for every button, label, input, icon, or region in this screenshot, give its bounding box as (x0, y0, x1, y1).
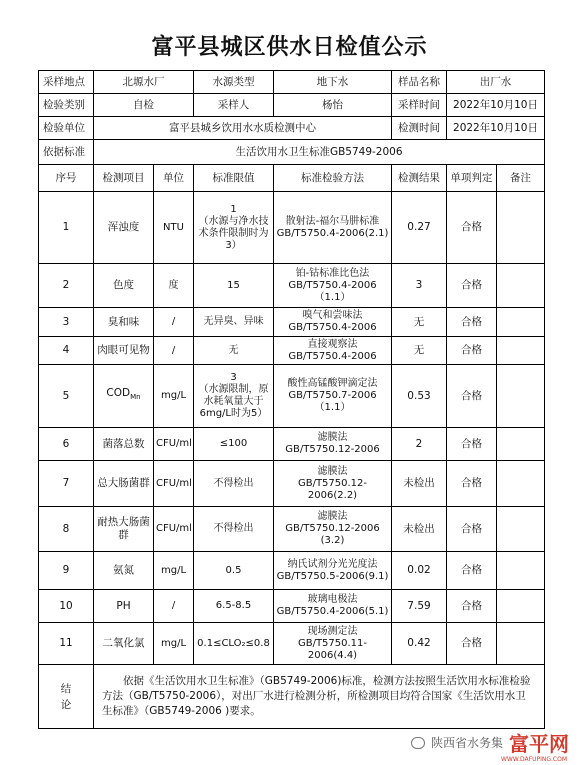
cell-verdict (447, 461, 497, 507)
cell-unit (154, 507, 194, 552)
cell-no-text: 11 (59, 637, 73, 649)
cell-unit-text: mg/L (160, 390, 187, 401)
cell-method (274, 507, 392, 552)
cell-method-text: 滤膜法 GB/T5750.12-2006 (285, 432, 380, 455)
cell-item (94, 428, 154, 461)
cell-result-text: 0.02 (407, 564, 431, 576)
cell-remark (497, 308, 545, 337)
cell-remark (497, 337, 545, 365)
cell-item-text: 臭和味 (107, 315, 140, 328)
cell-item (94, 623, 154, 665)
cell-result (392, 337, 447, 365)
cell-no-text: 6 (62, 437, 70, 450)
cell-limit-text: 无异臭、异味 (203, 316, 264, 327)
cell-result-text: 3 (415, 279, 423, 291)
cell-method-text: 酸性高锰酸钾滴定法 GB/T5750.7-2006 （1.1） (287, 378, 378, 413)
table-row (39, 365, 545, 428)
cell-limit (194, 264, 274, 308)
cell-no-text: 4 (62, 344, 70, 356)
test-unit: 富平县城乡饮用水水质检测中心 (94, 117, 392, 140)
watermark-logo: 富平网 (509, 732, 569, 756)
cell-unit (154, 192, 194, 264)
cell-item (94, 507, 154, 552)
cell-verdict-text: 合格 (461, 221, 482, 233)
cell-item (94, 308, 154, 337)
sampling-site-label: 采样地点 (39, 71, 94, 94)
cell-item-text: 菌落总数 (102, 437, 145, 450)
cell-item-subscript: Mn (130, 393, 141, 402)
cell-method (274, 308, 392, 337)
cell-item-text: 耐热大肠菌群 (97, 516, 150, 541)
cell-item (94, 461, 154, 507)
cell-remark (497, 552, 545, 590)
cell-unit (154, 365, 194, 428)
cell-limit-text: ≤100 (219, 438, 248, 449)
cell-no (39, 365, 94, 428)
table-row (39, 507, 545, 552)
cell-result-text: 0.42 (407, 637, 431, 649)
cell-method (274, 623, 392, 665)
cell-result-text: 0.27 (407, 221, 431, 233)
cell-verdict-text: 合格 (461, 279, 482, 291)
standard: 生活饮用水卫生标准GB5749-2006 (94, 140, 545, 165)
cell-item-text: 浑浊度 (107, 221, 140, 233)
wechat-icon (411, 737, 425, 749)
conclusion-row (39, 665, 545, 729)
standard-label: 依据标准 (39, 140, 94, 165)
cell-unit-text: / (171, 344, 176, 356)
test-time: 2022年10月10日 (447, 117, 545, 140)
cell-verdict (447, 428, 497, 461)
test-type-label: 检验类别 (39, 94, 94, 117)
test-type: 自检 (94, 94, 194, 117)
cell-result-text: 0.53 (407, 389, 431, 402)
cell-item (94, 192, 154, 264)
cell-method-text: 纳氏试剂分光光度法 GB/T5750.5-2006(9.1) (276, 558, 389, 582)
col-header-remark: 备注 (497, 165, 545, 192)
cell-item-text: 肉眼可见物 (97, 344, 150, 356)
cell-result (392, 590, 447, 623)
cell-unit (154, 552, 194, 590)
cell-remark (497, 264, 545, 308)
cell-no-text: 9 (62, 564, 70, 576)
cell-result-text: 未检出 (403, 522, 435, 535)
cell-verdict (447, 365, 497, 428)
source-type-label: 水源类型 (194, 71, 274, 94)
cell-limit (194, 507, 274, 552)
cell-remark (497, 192, 545, 264)
cell-unit (154, 590, 194, 623)
cell-item (94, 337, 154, 365)
cell-limit-text: 6.5-8.5 (215, 600, 252, 611)
cell-method (274, 590, 392, 623)
cell-limit-text: 0.1≤CLO₂≤0.8 (197, 637, 270, 649)
cell-method (274, 337, 392, 365)
sampling-site: 北塬水厂 (94, 71, 194, 94)
cell-item (94, 365, 154, 428)
cell-verdict-text: 合格 (461, 477, 482, 489)
table-row (39, 461, 545, 507)
watermark-logo-sub: WWW.DAFUPING.COM (501, 756, 567, 763)
cell-limit-text: 15 (227, 279, 240, 291)
table-row (39, 264, 545, 308)
col-header-result: 检测结果 (392, 165, 447, 192)
cell-item (94, 552, 154, 590)
cell-method (274, 365, 392, 428)
col-header-verdict: 单项判定 (447, 165, 497, 192)
cell-result-text: 2 (415, 437, 423, 450)
sampler: 杨怡 (274, 94, 392, 117)
cell-no-text: 3 (62, 315, 70, 328)
cell-remark (497, 428, 545, 461)
cell-method (274, 264, 392, 308)
cell-unit (154, 623, 194, 665)
cell-result (392, 308, 447, 337)
sampling-time: 2022年10月10日 (447, 94, 545, 117)
cell-unit (154, 337, 194, 365)
sample-name: 出厂水 (447, 71, 545, 94)
col-header-unit: 单位 (154, 165, 194, 192)
cell-no (39, 590, 94, 623)
cell-verdict-text: 合格 (461, 389, 482, 402)
cell-verdict-text: 合格 (461, 522, 482, 535)
cell-limit-text: 不得检出 (213, 523, 254, 534)
cell-method (274, 192, 392, 264)
cell-unit-text: mg/L (160, 637, 187, 649)
cell-remark (497, 590, 545, 623)
cell-unit (154, 308, 194, 337)
cell-method-text: 散射法-福尔马肼标准 GB/T5750.4-2006(2.1) (276, 215, 389, 239)
cell-result-text: 7.59 (407, 599, 431, 612)
cell-verdict (447, 507, 497, 552)
cell-verdict-text: 合格 (461, 315, 482, 328)
cell-limit (194, 192, 274, 264)
col-header-limit: 标准限值 (194, 165, 274, 192)
cell-limit (194, 337, 274, 365)
cell-limit-text: 0.5 (225, 564, 242, 576)
cell-verdict (447, 623, 497, 665)
cell-verdict (447, 590, 497, 623)
cell-method-text: 现场测定法 GB/T5750.11- 2006(4.4) (297, 625, 368, 661)
cell-unit-text: mg/L (160, 564, 187, 576)
cell-unit-text: NTU (163, 221, 184, 233)
cell-no (39, 337, 94, 365)
cell-result (392, 365, 447, 428)
cell-no (39, 623, 94, 665)
cell-no-text: 5 (62, 389, 70, 402)
cell-verdict-text: 合格 (461, 564, 482, 576)
table-row (39, 552, 545, 590)
source-type: 地下水 (274, 71, 392, 94)
cell-method (274, 552, 392, 590)
cell-result (392, 507, 447, 552)
cell-remark (497, 461, 545, 507)
cell-result-text: 无 (413, 315, 425, 328)
cell-remark (497, 365, 545, 428)
cell-limit (194, 623, 274, 665)
cell-result (392, 461, 447, 507)
watermark (411, 728, 569, 763)
cell-no-text: 10 (59, 599, 73, 612)
cell-verdict (447, 264, 497, 308)
table-row (39, 337, 545, 365)
cell-method (274, 461, 392, 507)
cell-result-text: 无 (413, 344, 425, 356)
cell-item-text: COD (106, 387, 131, 400)
cell-unit (154, 264, 194, 308)
cell-unit (154, 428, 194, 461)
cell-item-text: 总大肠菌群 (97, 477, 150, 489)
cell-no (39, 507, 94, 552)
sample-name-label: 样品名称 (392, 71, 447, 94)
cell-method-text: 玻璃电极法 GB/T5750.4-2006(5.1) (276, 594, 389, 617)
cell-limit-text: 3 （水源限制，原水耗氧量大于6mg/L时为5） (198, 372, 269, 419)
cell-unit-text: CFU/ml (156, 438, 192, 449)
cell-no (39, 192, 94, 264)
conclusion-text: 依据《生活饮用水卫生标准》（GB5749-2006)标准，检测方法按照生活饮用水标准检验方法（GB/T5750-2006），对出厂水进行检测分析，所检测项目均符合国家《生活饮用水卫生标准》（GB5749-2006 )要求。 (94, 665, 545, 729)
cell-result (392, 192, 447, 264)
cell-verdict (447, 552, 497, 590)
cell-limit (194, 308, 274, 337)
cell-no (39, 264, 94, 308)
cell-limit-text: 无 (228, 344, 239, 356)
cell-no (39, 308, 94, 337)
cell-no (39, 428, 94, 461)
cell-limit-text: 不得检出 (213, 477, 254, 489)
sampler-label: 采样人 (194, 94, 274, 117)
cell-limit (194, 552, 274, 590)
cell-method-text: 滤膜法 GB/T5750.12-2006 (3.2) (285, 511, 380, 546)
cell-remark (497, 507, 545, 552)
cell-verdict (447, 337, 497, 365)
cell-item-text: PH (116, 599, 131, 612)
cell-remark (497, 623, 545, 665)
cell-method-text: 嗅气和尝味法 GB/T5750.4-2006 (288, 310, 377, 333)
cell-limit (194, 590, 274, 623)
col-header-method: 标准检验方法 (274, 165, 392, 192)
col-header-item: 检测项目 (94, 165, 154, 192)
table-row (39, 590, 545, 623)
cell-verdict (447, 308, 497, 337)
cell-limit (194, 365, 274, 428)
table-row (39, 308, 545, 337)
cell-verdict (447, 192, 497, 264)
cell-result-text: 未检出 (403, 477, 435, 489)
cell-unit (154, 461, 194, 507)
watermark-account: 陕西省水务集 (430, 736, 503, 750)
cell-item (94, 264, 154, 308)
cell-unit-text: CFU/ml (156, 477, 192, 489)
cell-unit-text: / (171, 600, 176, 611)
conclusion-label: 结 论 (39, 665, 94, 729)
cell-method-text: 滤膜法 GB/T5750.12- 2006(2.2) (297, 465, 368, 501)
cell-item-text: 氨氮 (113, 564, 134, 576)
cell-no-text: 8 (62, 522, 70, 535)
cell-verdict-text: 合格 (461, 344, 482, 356)
cell-no-text: 7 (62, 477, 70, 489)
water-quality-table (38, 70, 545, 729)
cell-limit-text: 1 （水源与净水技术条件限制时为3） (198, 203, 269, 251)
cell-verdict-text: 合格 (461, 437, 482, 450)
cell-unit-text: / (171, 316, 176, 327)
sampling-time-label: 采样时间 (392, 94, 447, 117)
col-header-no: 序号 (39, 165, 94, 192)
cell-result (392, 552, 447, 590)
cell-unit-text: 度 (168, 279, 179, 291)
table-row (39, 192, 545, 264)
cell-result (392, 428, 447, 461)
cell-no-text: 2 (62, 279, 70, 291)
cell-unit-text: CFU/ml (156, 523, 192, 534)
cell-method-text: 直接观察法 GB/T5750.4-2006 (288, 338, 377, 362)
cell-item-text: 二氧化氯 (102, 637, 145, 649)
page-title: 富平县城区供水日检值公示 (151, 34, 428, 60)
cell-limit (194, 428, 274, 461)
cell-no (39, 552, 94, 590)
cell-limit (194, 461, 274, 507)
unit-label: 检验单位 (39, 117, 94, 140)
table-row (39, 428, 545, 461)
cell-no (39, 461, 94, 507)
cell-no-text: 1 (62, 221, 70, 233)
cell-item-text: 色度 (113, 279, 134, 291)
test-time-label: 检测时间 (392, 117, 447, 140)
table-row (39, 623, 545, 665)
cell-item (94, 590, 154, 623)
cell-verdict-text: 合格 (461, 637, 482, 649)
cell-method (274, 428, 392, 461)
cell-result (392, 623, 447, 665)
cell-method-text: 铂-钴标准比色法 GB/T5750.4-2006 （1.1） (288, 267, 377, 303)
cell-verdict-text: 合格 (461, 599, 482, 612)
cell-result (392, 264, 447, 308)
